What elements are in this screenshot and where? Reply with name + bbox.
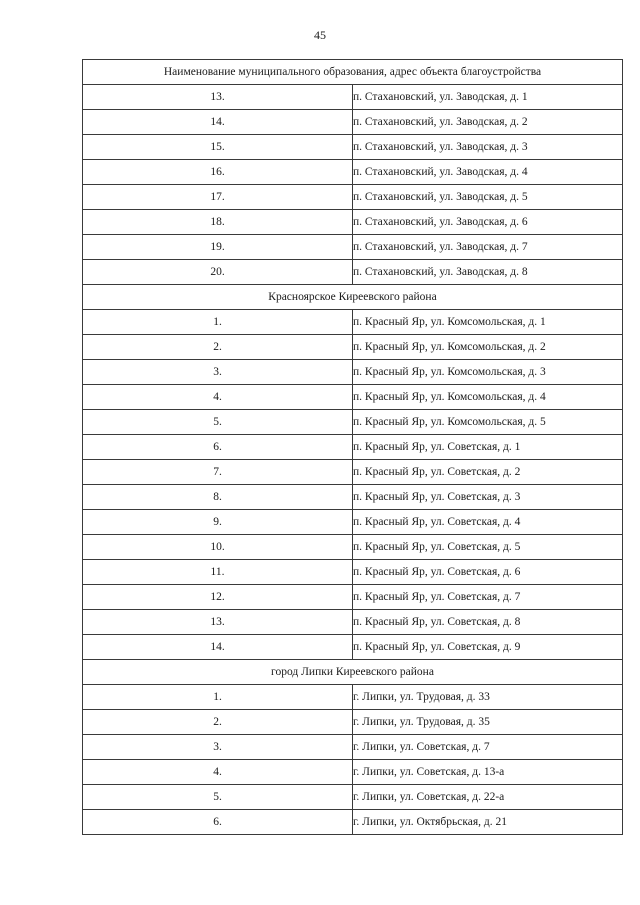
table-row [83, 385, 623, 410]
table-row [83, 335, 623, 360]
group-heading-row [83, 660, 623, 685]
row-address: п. Стахановский, ул. Заводская, д. 7 [353, 235, 623, 260]
row-number: 2. [83, 710, 353, 735]
row-number: 20. [83, 260, 353, 285]
table-row [83, 210, 623, 235]
row-number: 1. [83, 310, 353, 335]
row-number: 16. [83, 160, 353, 185]
page-number: 45 [314, 28, 326, 42]
row-address: г. Липки, ул. Советская, д. 7 [353, 735, 623, 760]
row-number: 8. [83, 485, 353, 510]
table-row [83, 410, 623, 435]
table-row [83, 735, 623, 760]
row-number: 9. [83, 510, 353, 535]
row-address: п. Стахановский, ул. Заводская, д. 3 [353, 135, 623, 160]
row-number: 19. [83, 235, 353, 260]
table-row [83, 535, 623, 560]
row-address: п. Красный Яр, ул. Комсомольская, д. 5 [353, 410, 623, 435]
table-row [83, 460, 623, 485]
row-address: п. Красный Яр, ул. Советская, д. 5 [353, 535, 623, 560]
table-row [83, 685, 623, 710]
table-row [83, 810, 623, 835]
table-row [83, 635, 623, 660]
row-address: п. Стахановский, ул. Заводская, д. 6 [353, 210, 623, 235]
row-number: 12. [83, 585, 353, 610]
group-heading: Красноярское Киреевского района [83, 285, 623, 310]
table-row [83, 160, 623, 185]
row-address: п. Стахановский, ул. Заводская, д. 5 [353, 185, 623, 210]
row-number: 5. [83, 410, 353, 435]
table-header-row [83, 60, 623, 85]
row-address: г. Липки, ул. Советская, д. 13-а [353, 760, 623, 785]
group-heading: город Липки Киреевского района [83, 660, 623, 685]
table-row [83, 610, 623, 635]
table-row [83, 235, 623, 260]
row-number: 10. [83, 535, 353, 560]
row-number: 4. [83, 385, 353, 410]
row-number: 4. [83, 760, 353, 785]
table-row [83, 185, 623, 210]
table-row [83, 360, 623, 385]
row-address: п. Красный Яр, ул. Комсомольская, д. 2 [353, 335, 623, 360]
row-address: п. Стахановский, ул. Заводская, д. 2 [353, 110, 623, 135]
row-number: 6. [83, 810, 353, 835]
row-number: 3. [83, 360, 353, 385]
row-number: 5. [83, 785, 353, 810]
row-number: 1. [83, 685, 353, 710]
row-address: г. Липки, ул. Трудовая, д. 33 [353, 685, 623, 710]
row-number: 3. [83, 735, 353, 760]
row-address: п. Стахановский, ул. Заводская, д. 4 [353, 160, 623, 185]
row-address: п. Красный Яр, ул. Советская, д. 7 [353, 585, 623, 610]
row-number: 18. [83, 210, 353, 235]
table-row [83, 135, 623, 160]
row-number: 17. [83, 185, 353, 210]
group-heading-row [83, 285, 623, 310]
row-address: п. Красный Яр, ул. Советская, д. 4 [353, 510, 623, 535]
row-address: п. Красный Яр, ул. Комсомольская, д. 1 [353, 310, 623, 335]
table-row [83, 585, 623, 610]
row-number: 14. [83, 635, 353, 660]
row-address: п. Красный Яр, ул. Советская, д. 6 [353, 560, 623, 585]
table-row [83, 710, 623, 735]
address-table-body [83, 60, 623, 835]
table-row [83, 435, 623, 460]
row-address: г. Липки, ул. Советская, д. 22-а [353, 785, 623, 810]
row-address: п. Стахановский, ул. Заводская, д. 8 [353, 260, 623, 285]
table-row [83, 785, 623, 810]
row-number: 13. [83, 610, 353, 635]
row-address: п. Красный Яр, ул. Комсомольская, д. 4 [353, 385, 623, 410]
row-number: 11. [83, 560, 353, 585]
table-row [83, 85, 623, 110]
row-address: п. Красный Яр, ул. Советская, д. 2 [353, 460, 623, 485]
table-row [83, 485, 623, 510]
row-address: п. Красный Яр, ул. Советская, д. 8 [353, 610, 623, 635]
table-row [83, 110, 623, 135]
row-address: п. Стахановский, ул. Заводская, д. 1 [353, 85, 623, 110]
row-address: п. Красный Яр, ул. Советская, д. 1 [353, 435, 623, 460]
row-number: 7. [83, 460, 353, 485]
table-row [83, 310, 623, 335]
row-number: 14. [83, 110, 353, 135]
row-address: п. Красный Яр, ул. Советская, д. 3 [353, 485, 623, 510]
row-number: 15. [83, 135, 353, 160]
table-row [83, 510, 623, 535]
table-row [83, 760, 623, 785]
row-address: п. Красный Яр, ул. Советская, д. 9 [353, 635, 623, 660]
row-address: г. Липки, ул. Октябрьская, д. 21 [353, 810, 623, 835]
table-header: Наименование муниципального образования, адрес объекта благоустройства [83, 60, 623, 85]
address-table [82, 59, 623, 835]
row-address: п. Красный Яр, ул. Комсомольская, д. 3 [353, 360, 623, 385]
row-number: 2. [83, 335, 353, 360]
table-row [83, 260, 623, 285]
row-number: 13. [83, 85, 353, 110]
row-address: г. Липки, ул. Трудовая, д. 35 [353, 710, 623, 735]
row-number: 6. [83, 435, 353, 460]
table-row [83, 560, 623, 585]
